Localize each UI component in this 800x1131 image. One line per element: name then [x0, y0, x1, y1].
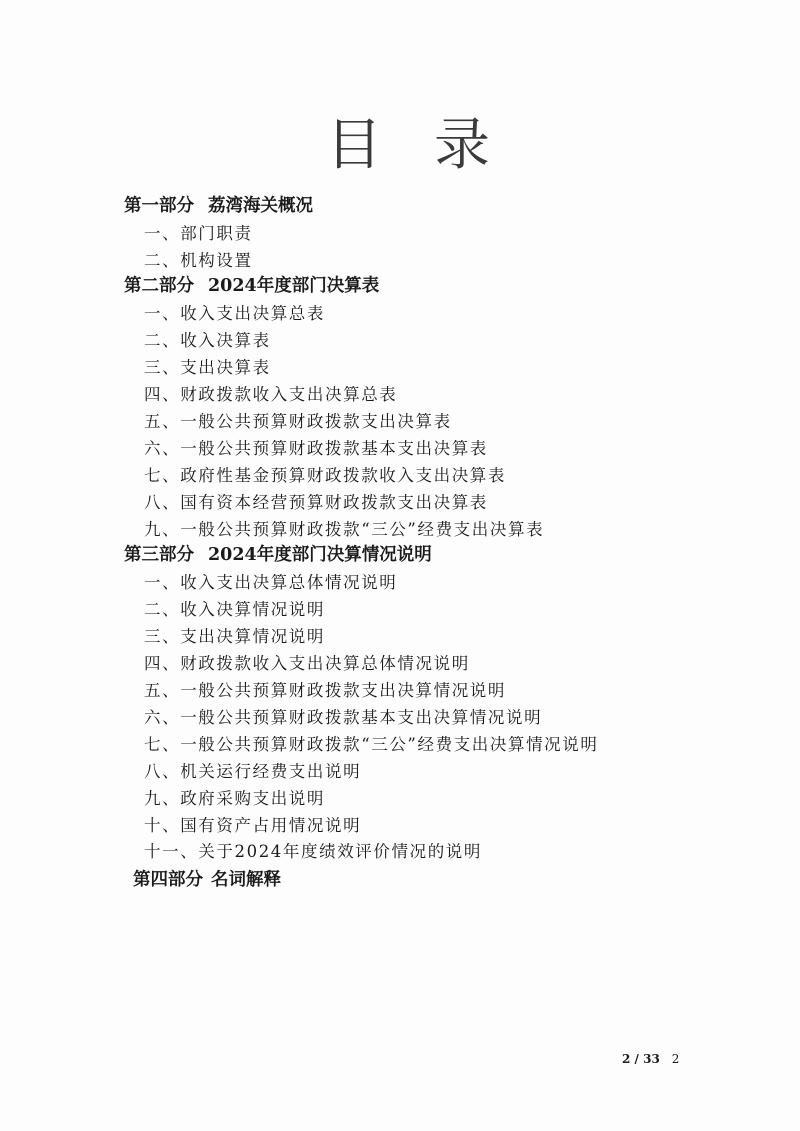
toc-item[interactable]: 十、国有资产占用情况说明 [144, 816, 362, 835]
toc-item[interactable]: 六、一般公共预算财政拨款基本支出决算表 [144, 439, 488, 458]
toc-item[interactable]: 四、财政拨款收入支出决算总体情况说明 [144, 654, 470, 673]
toc-item[interactable]: 二、收入决算情况说明 [144, 600, 325, 619]
part-label: 第二部分 [124, 276, 194, 296]
page-of-total: 2 / 33 [622, 1052, 660, 1066]
toc-item[interactable]: 五、一般公共预算财政拨款支出决算情况说明 [144, 681, 506, 700]
toc-item[interactable]: 八、国有资本经营预算财政拨款支出决算表 [144, 493, 488, 512]
page-footer [622, 1052, 679, 1066]
toc-item[interactable]: 一、收入支出决算总体情况说明 [144, 573, 398, 592]
toc-item[interactable]: 四、财政拨款收入支出决算总表 [144, 385, 398, 404]
toc-item[interactable]: 七、政府性基金预算财政拨款收入支出决算表 [144, 466, 506, 485]
page-title: 目录 [326, 113, 542, 178]
toc-part-heading[interactable] [124, 543, 432, 567]
toc-item[interactable]: 六、一般公共预算财政拨款基本支出决算情况说明 [144, 708, 543, 727]
page-number: 2 [671, 1052, 680, 1066]
part-title: 荔湾海关概况 [208, 196, 313, 216]
part-title: 2024年度部门决算情况说明 [208, 545, 432, 565]
toc-item[interactable]: 一、收入支出决算总表 [144, 304, 325, 323]
toc-part-heading[interactable] [124, 194, 313, 218]
toc-item[interactable]: 九、政府采购支出说明 [144, 789, 325, 808]
toc-item[interactable]: 三、支出决算情况说明 [144, 627, 325, 646]
toc-item[interactable]: 七、一般公共预算财政拨款“三公”经费支出决算情况说明 [144, 735, 599, 754]
toc-item[interactable]: 五、一般公共预算财政拨款支出决算表 [144, 412, 452, 431]
part-label: 第一部分 [124, 196, 194, 216]
toc-item[interactable]: 二、收入决算表 [144, 331, 271, 350]
part-label: 第三部分 [124, 545, 194, 565]
toc-item[interactable]: 十一、关于2024年度绩效评价情况的说明 [144, 842, 482, 861]
part-title: 2024年度部门决算表 [208, 276, 380, 296]
toc-item[interactable]: 三、支出决算表 [144, 358, 271, 377]
toc-item[interactable]: 二、机构设置 [144, 251, 253, 270]
part-title: 名词解释 [211, 870, 281, 890]
toc-item[interactable]: 八、机关运行经费支出说明 [144, 762, 362, 781]
toc-item[interactable]: 九、一般公共预算财政拨款“三公”经费支出决算表 [144, 520, 545, 539]
toc-part-heading[interactable] [124, 274, 379, 298]
toc-item[interactable]: 一、部门职责 [144, 224, 253, 243]
toc-part-heading[interactable] [133, 868, 281, 892]
part-label: 第四部分 [133, 870, 203, 890]
